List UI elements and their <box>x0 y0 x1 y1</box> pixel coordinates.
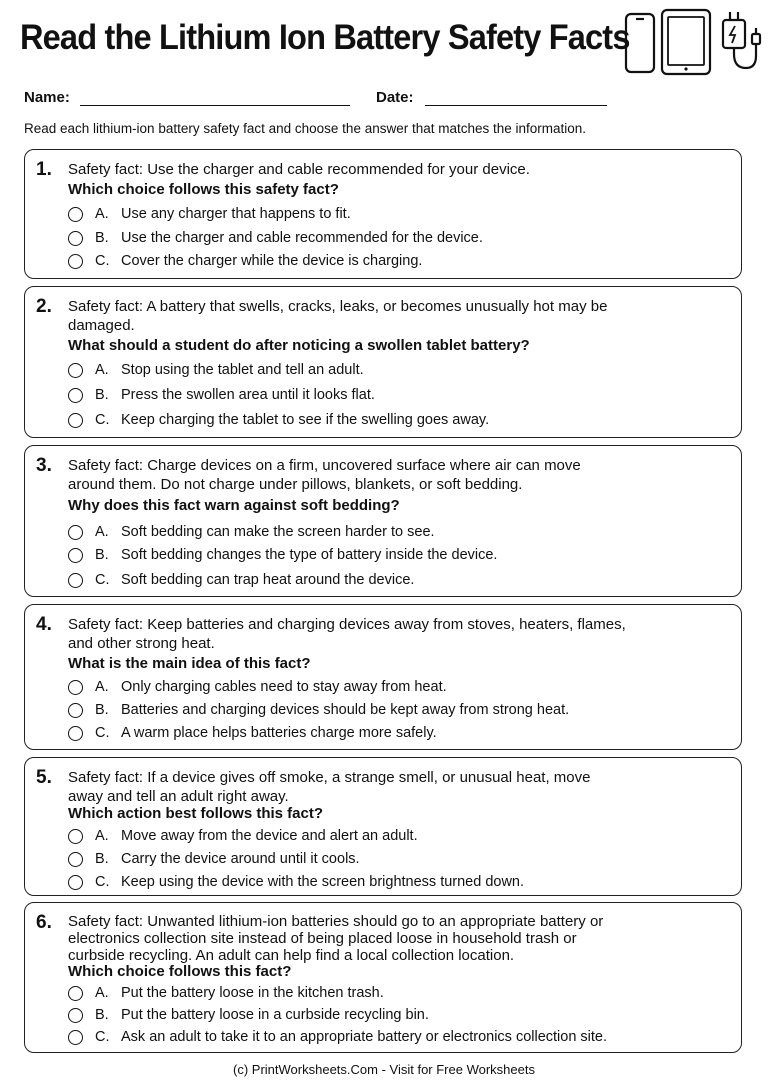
name-label: Name: <box>24 89 70 106</box>
option-text: Use any charger that happens to fit. <box>121 206 351 222</box>
option-text: Soft bedding can make the screen harder to see. <box>121 524 435 540</box>
option-text: Stop using the tablet and tell an adult. <box>121 362 364 378</box>
option-text: Ask an adult to take it to an appropriate battery or electronics collection site. <box>121 1029 608 1045</box>
safety-fact: Safety fact: A battery that swells, cracks, leaks, or becomes unusually hot may be damaged. <box>68 298 608 334</box>
question-prompt: Which choice follows this safety fact? <box>68 181 339 198</box>
option-text: Put the battery loose in the kitchen trash. <box>121 985 384 1001</box>
option-text: Move away from the device and alert an adult. <box>121 828 418 844</box>
question-number: 1. <box>36 159 52 180</box>
option-letter: B. <box>95 1007 109 1023</box>
radio-circle[interactable] <box>68 875 83 890</box>
question-card-2 <box>24 286 742 438</box>
option-text: Soft bedding can trap heat around the device. <box>121 572 415 588</box>
radio-circle[interactable] <box>68 388 83 403</box>
radio-circle[interactable] <box>68 231 83 246</box>
date-label: Date: <box>376 89 414 106</box>
question-prompt: Which choice follows this fact? <box>68 963 292 980</box>
footer-credit: (c) PrintWorksheets.Com - Visit for Free Worksheets <box>233 1062 535 1077</box>
safety-fact: Safety fact: If a device gives off smoke, a strange smell, or unusual heat, move away and tell an adult right away. <box>68 769 591 805</box>
name-field[interactable] <box>80 105 350 106</box>
question-prompt: What is the main idea of this fact? <box>68 655 311 672</box>
option-text: Keep using the device with the screen brightness turned down. <box>121 874 525 890</box>
charger-icon <box>723 12 760 68</box>
radio-circle[interactable] <box>68 548 83 563</box>
question-number: 4. <box>36 614 52 635</box>
option-letter: A. <box>95 679 109 695</box>
option-text: Carry the device around until it cools. <box>121 851 360 867</box>
instructions: Read each lithium-ion battery safety fact and choose the answer that matches the information. <box>24 121 587 136</box>
phone-icon <box>626 14 654 72</box>
radio-circle[interactable] <box>68 1008 83 1023</box>
option-letter: C. <box>95 253 110 269</box>
tablet-icon <box>662 10 710 74</box>
option-text: Soft bedding changes the type of battery inside the device. <box>121 547 498 563</box>
option-letter: B. <box>95 702 109 718</box>
header-icons <box>622 8 766 78</box>
option-letter: A. <box>95 206 109 222</box>
safety-fact: Safety fact: Unwanted lithium-ion batteries should go to an appropriate battery or electronics collection site instead of being placed loose in household trash or curbside recycling. An adult can help find a local collection location. <box>68 913 604 964</box>
option-letter: A. <box>95 362 109 378</box>
name-date-row <box>24 89 744 111</box>
radio-circle[interactable] <box>68 986 83 1001</box>
safety-fact: Safety fact: Keep batteries and charging devices away from stoves, heaters, flames, and other strong heat. <box>68 616 626 652</box>
radio-circle[interactable] <box>68 573 83 588</box>
option-letter: C. <box>95 1029 110 1045</box>
question-prompt: What should a student do after noticing a swollen tablet battery? <box>68 337 530 354</box>
option-text: Batteries and charging devices should be kept away from strong heat. <box>121 702 570 718</box>
option-letter: C. <box>95 572 110 588</box>
radio-circle[interactable] <box>68 703 83 718</box>
question-number: 3. <box>36 455 52 476</box>
option-letter: B. <box>95 547 109 563</box>
question-number: 6. <box>36 912 52 933</box>
question-number: 2. <box>36 296 52 317</box>
question-card-6 <box>24 902 742 1053</box>
option-letter: A. <box>95 985 109 1001</box>
question-number: 5. <box>36 767 52 788</box>
option-text: Only charging cables need to stay away from heat. <box>121 679 447 695</box>
option-letter: A. <box>95 524 109 540</box>
radio-circle[interactable] <box>68 525 83 540</box>
question-prompt: Which action best follows this fact? <box>68 805 324 822</box>
option-text: Put the battery loose in a curbside recycling bin. <box>121 1007 429 1023</box>
question-card-1 <box>24 149 742 279</box>
safety-fact: Safety fact: Use the charger and cable recommended for your device. <box>68 161 530 178</box>
radio-circle[interactable] <box>68 852 83 867</box>
option-letter: C. <box>95 874 110 890</box>
option-letter: C. <box>95 412 110 428</box>
question-card-5 <box>24 757 742 896</box>
safety-fact: Safety fact: Charge devices on a firm, uncovered surface where air can move around them. Do not charge under pillows, blankets, or soft bedding. <box>68 457 581 493</box>
radio-circle[interactable] <box>68 254 83 269</box>
radio-circle[interactable] <box>68 726 83 741</box>
question-card-4 <box>24 604 742 750</box>
option-letter: C. <box>95 725 110 741</box>
radio-circle[interactable] <box>68 680 83 695</box>
radio-circle[interactable] <box>68 1030 83 1045</box>
page-title: Read the Lithium Ion Battery Safety Facts <box>20 18 630 57</box>
option-text: Keep charging the tablet to see if the swelling goes away. <box>121 412 490 428</box>
option-text: Use the charger and cable recommended for the device. <box>121 230 483 246</box>
option-letter: B. <box>95 230 109 246</box>
option-letter: B. <box>95 851 109 867</box>
radio-circle[interactable] <box>68 363 83 378</box>
option-text: Press the swollen area until it looks flat. <box>121 387 375 403</box>
option-letter: A. <box>95 828 109 844</box>
question-card-3 <box>24 445 742 597</box>
question-prompt: Why does this fact warn against soft bedding? <box>68 497 400 514</box>
option-text: Cover the charger while the device is charging. <box>121 253 423 269</box>
radio-circle[interactable] <box>68 207 83 222</box>
date-field[interactable] <box>425 105 607 106</box>
option-letter: B. <box>95 387 109 403</box>
radio-circle[interactable] <box>68 413 83 428</box>
radio-circle[interactable] <box>68 829 83 844</box>
option-text: A warm place helps batteries charge more safely. <box>121 725 437 741</box>
